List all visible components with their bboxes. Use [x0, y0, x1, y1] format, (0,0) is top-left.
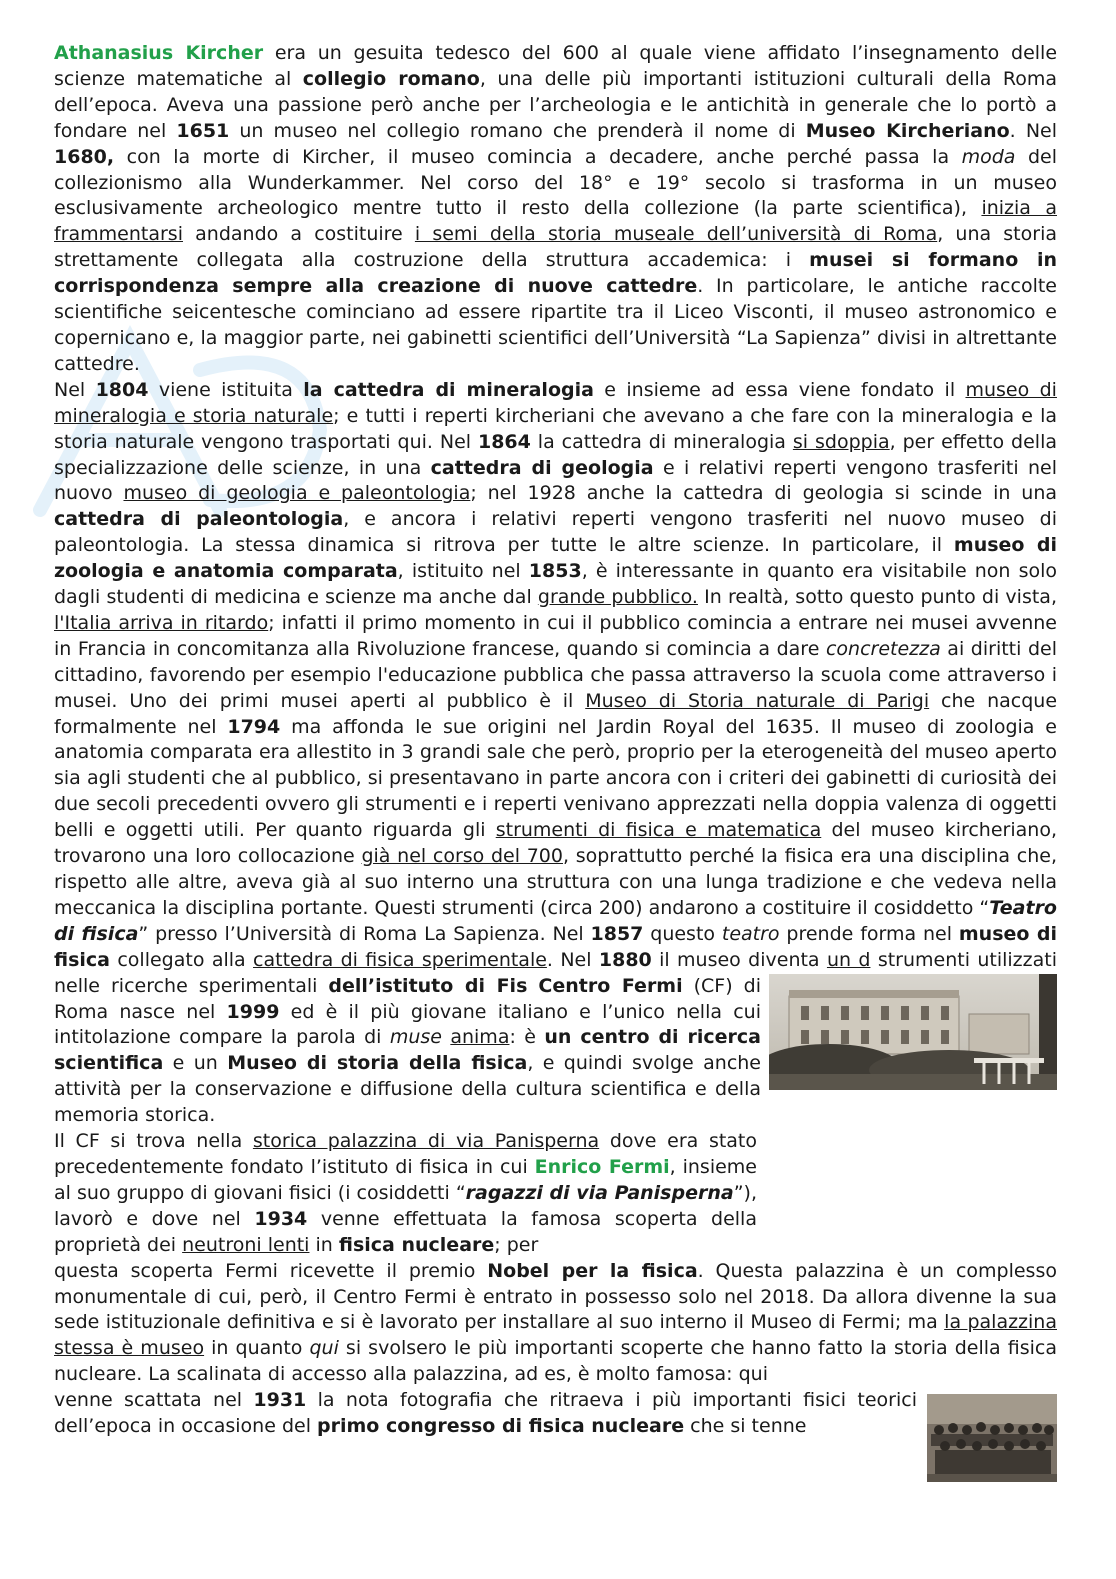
text-run: con la morte di Kircher, il museo comincia a decadere, anche perché passa la	[114, 145, 962, 168]
text-run: ed è il più giovane	[279, 1000, 487, 1023]
text-run: la cattedra di mineralogia	[530, 430, 793, 453]
text-run: che nacque formalmente nel	[54, 689, 1058, 738]
text-run: ; nel 1928 anche la cattedra di geologia si scinde in una	[470, 482, 1058, 505]
text-run: in	[309, 1233, 339, 1256]
underlined-term: museo di geologia e paleontologia	[123, 482, 471, 505]
underlined-term: cattedra di fisica sperimentale	[253, 948, 547, 971]
text-run: , insieme al suo gruppo di giovani fisici (i cosiddetti “	[54, 1155, 757, 1204]
underlined-term: i semi della storia museale dell’università di Roma	[414, 223, 938, 246]
building-photo	[769, 974, 1057, 1090]
italic-term: muse	[389, 1026, 442, 1049]
bold-term: Nobel per la fisica	[487, 1259, 698, 1282]
bold-year: 1794	[227, 715, 281, 738]
bold-term: collegio romano	[302, 67, 480, 90]
text-run: , e quindi svolge anche attività per la conservazione e diffusione della cultura scientifica e della memoria storica.	[54, 1052, 761, 1127]
text-run: ai diritti del cittadino, favorendo per esempio l'educazione pubblica che passa attraverso la scuola come attraverso i musei. Uno dei primi musei aperti al pubblico è il	[54, 637, 1057, 712]
text-run: , una storia strettamente collegata alla costruzione della struttura accademica: i	[54, 223, 1057, 272]
bold-year: 1853	[528, 560, 582, 583]
italic-term: moda	[961, 145, 1016, 168]
text-run: che si tenne	[684, 1415, 807, 1438]
bold-term: Museo Kircheriano	[805, 119, 1010, 142]
bold-term: la cattedra di mineralogia	[303, 378, 594, 401]
underlined-term: anima	[450, 1026, 510, 1049]
text-run: il museo diventa	[651, 948, 827, 971]
bold-term: musei si formano in corrispondenza sempre alla creazione di nuove cattedre	[54, 249, 1057, 298]
name-highlight: Athanasius Kircher	[54, 42, 264, 64]
text-run: del collezionismo alla Wunderkammer. Nel corso del 18° e 19° secolo si trasforma in un museo esclusivamente archeologico mentre tutto il resto della collezione (la parte scientifica),	[54, 145, 1057, 220]
text-run: viene istituita	[148, 378, 304, 401]
bold-year: 1680,	[54, 145, 115, 168]
bold-year: 1999	[226, 1000, 280, 1023]
bold-term: museo di zoologia e anatomia comparata	[54, 534, 1057, 583]
group-photo	[927, 1394, 1057, 1482]
text-run: Nel	[54, 378, 96, 401]
text-run: , per effetto della specializzazione delle scienze, in una	[54, 430, 1057, 479]
bold-term: Centro Fermi	[538, 974, 683, 997]
text-run: ; per	[494, 1233, 539, 1256]
text-run: la nota fotografia che ritraeva i più importanti fisici teorici dell’epoca in occasione del	[54, 1389, 917, 1438]
text-run: prende forma nel	[779, 922, 959, 945]
document-body	[54, 41, 1057, 1482]
underlined-fragment: un d	[826, 948, 871, 971]
bold-year: 1931	[253, 1389, 307, 1412]
text-run: e insieme ad essa viene fondato il	[593, 378, 966, 401]
text-run: italiano e l’unico nella cui intitolazione compare la parola di	[54, 1000, 761, 1049]
underlined-term: museo di mineralogia e storia naturale	[54, 378, 1057, 427]
text-run: collegato alla	[110, 948, 254, 971]
text-run: ” presso l’Università di Roma La Sapienza. Nel	[138, 922, 591, 945]
italic-term: concretezza	[825, 637, 941, 660]
text-run: del museo kircheriano, trovarono una loro collocazione	[54, 819, 1057, 868]
underlined-term: neutroni lenti	[182, 1233, 310, 1256]
underlined-term: storica palazzina di via Panisperna	[252, 1130, 600, 1153]
bold-term: dell’istituto di Fis	[328, 974, 528, 997]
bold-term: cattedra di paleontologia	[54, 508, 344, 531]
paragraph-1931	[54, 1388, 1057, 1440]
text-run: (CF) di Roma nasce nel	[54, 974, 761, 1023]
name-highlight: Enrico Fermi	[534, 1155, 670, 1178]
paragraph-mineralogia	[54, 378, 1057, 1129]
bold-year: 1857	[590, 922, 644, 945]
underlined-term: la palazzina stessa è museo	[54, 1311, 1057, 1360]
bold-year: 1804	[95, 378, 149, 401]
paragraph-nobel	[54, 1259, 1057, 1389]
text-run: . Nel	[1009, 119, 1057, 142]
text-run: : è	[509, 1026, 545, 1049]
text-run: ma affonda le sue origini nel Jardin Royal del 1635. Il museo di zoologia e anatomia comparata era allestito in 3 grandi sale che però, proprio per la eterogeneità del museo aperto sia agli studenti che al pubblico, si presentavano in parte ancora con i criteri dei gabinetti di curiosità dei due secoli precedenti ovvero gli strumenti e i reperti venivano apprezzati nella doppia valenza di oggetti belli e oggetti utili. Per quanto riguarda gli	[54, 715, 1057, 842]
text-run: ”), lavorò e dove nel	[54, 1181, 757, 1230]
bold-term: un centro di ricerca scientifica	[54, 1026, 761, 1075]
bold-italic-term: ragazzi di via Panisperna	[465, 1181, 734, 1204]
bold-italic-term: Teatro di fisica	[54, 896, 1057, 945]
text-run: e un	[163, 1052, 228, 1075]
text-run: questo	[643, 922, 722, 945]
bold-term: cattedra di geologia	[430, 456, 654, 479]
text-run: un museo nel collegio romano che prenderà il nome di	[229, 119, 806, 142]
bold-year: 1651	[176, 119, 230, 142]
text-run: , una delle più importanti istituzioni culturali della Roma dell’epoca. Aveva una passione però anche per l’archeologia e le antichità in generale che lo portò a fondare nel	[54, 67, 1057, 142]
text-run: era un gesuita tedesco del 600 al quale viene affidato l’insegnamento delle scienze matematiche al	[54, 42, 1058, 90]
text-run: venne scattata nel	[54, 1389, 254, 1412]
bold-year: 1934	[254, 1207, 308, 1230]
underlined-term: strumenti di fisica e matematica	[495, 819, 822, 842]
bold-year: 1864	[477, 430, 531, 453]
text-run: e i relativi reperti vengono trasferiti nel nuovo	[54, 456, 1058, 505]
text-run: , soprattutto perché la fisica era una disciplina che, rispetto alle altre, aveva già al suo interno una struttura con una lunga tradizione e che vedeva nella meccanica la disciplina portante. Questi strumenti (circa 200) andarono a costituire il cosiddetto “	[54, 845, 1057, 919]
underlined-term: l'Italia arriva in ritardo	[54, 611, 269, 634]
paragraph-kircher	[54, 41, 1057, 378]
underlined-term: Museo di Storia naturale di Parigi	[585, 689, 930, 712]
text-run: . Questa palazzina è un complesso monumentale di cui, però, il Centro Fermi è entrato in possesso solo nel 2018. Da allora divenne la sua sede istituzionale definitiva e si è lavorato per installare al suo interno il Museo di Fermi; ma	[54, 1259, 1057, 1334]
text-run: , istituito nel	[397, 560, 529, 583]
text-run: In realtà, sotto questo punto di vista,	[697, 586, 1057, 609]
text-run: , e ancora i relativi reperti vengono trasferiti nel nuovo museo di paleontologia. La stessa dinamica si ritrova per tutte le altre scienze. In particolare, il	[54, 508, 1057, 557]
underlined-term: inizia a frammentarsi	[54, 197, 1057, 246]
text-run: questa scoperta Fermi ricevette il premio	[54, 1259, 488, 1282]
bold-term: Museo di storia della fisica	[227, 1052, 528, 1075]
bold-term: fisica nucleare	[338, 1233, 495, 1256]
underlined-term: si sdoppia	[792, 430, 890, 453]
text-run: . Nel	[546, 948, 599, 971]
text-run: andando a costituire	[182, 223, 415, 246]
italic-term: qui	[309, 1337, 339, 1360]
text-run: in quanto	[204, 1337, 310, 1360]
underlined-term: già nel corso del 700	[361, 845, 563, 868]
bold-year: 1880	[598, 948, 652, 971]
text-run: venne effettuata la famosa scoperta della proprietà dei	[54, 1207, 757, 1256]
text-run: dove era stato precedentemente fondato l’istituto di fisica in cui	[54, 1130, 758, 1178]
text-run: ; infatti il primo momento in cui il pubblico comincia a entrare nei musei avvenne in Francia in concomitanza alla Rivoluzione francese, quando si comincia a dare	[54, 611, 1057, 660]
bold-term: primo congresso di fisica nucleare	[317, 1415, 685, 1438]
text-run: ; e tutti i reperti kircheriani che avevano a che fare con la mineralogia e la storia naturale vengono trasportati qui. Nel	[54, 404, 1057, 453]
text-run: si svolsero le più importanti scoperte che hanno fatto la storia della fisica nucleare. La scalinata di accesso alla palazzina, ad es, è molto famosa: qui	[54, 1337, 1057, 1386]
text-run: . In particolare, le antiche raccolte scientifiche seicentesche cominciano ad essere ripartite tra il Liceo Visconti, il museo astronomico e copernicano e, la maggior parte, nei gabinetti scientifici dell’Università “La Sapienza” divisi in altrettante cattedre.	[54, 275, 1057, 375]
paragraph-panisperna	[54, 1129, 1057, 1259]
underlined-term: grande pubblico.	[537, 586, 698, 609]
text-run: , è interessante in quanto era visitabile non solo dagli studenti di medicina e scienze ma anche dal	[54, 560, 1057, 609]
bold-term: museo di fisica	[54, 922, 1057, 971]
text-run: strumenti utilizzati nelle ricerche sperimentali	[54, 948, 1057, 997]
italic-term: teatro	[721, 922, 780, 945]
text-run: Il CF si trova nella	[54, 1130, 253, 1153]
